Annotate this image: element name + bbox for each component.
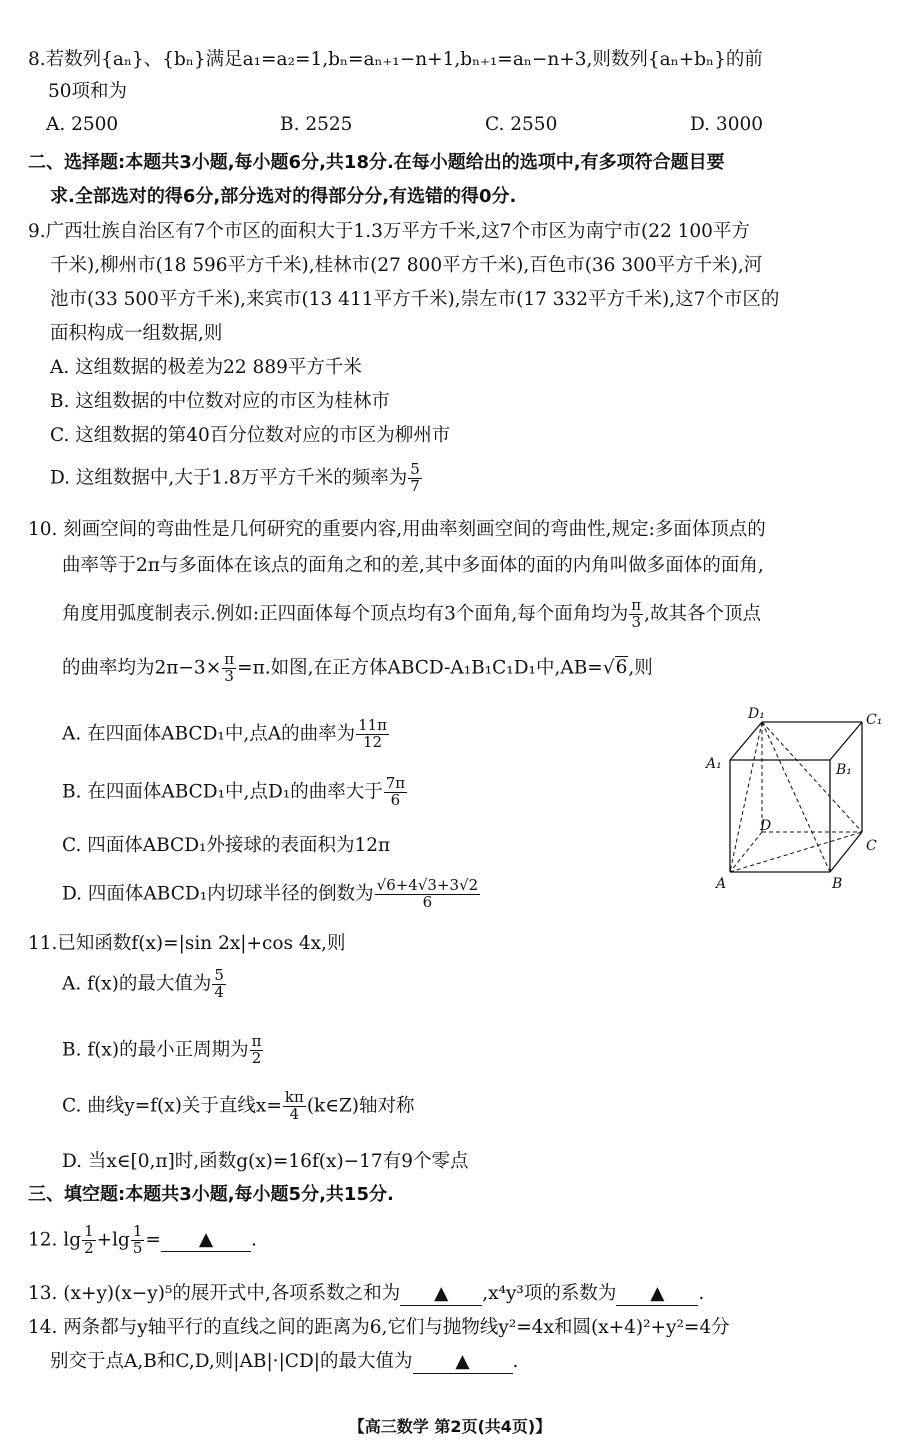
q9-line-3: 池市(33 500平方千米),来宾市(13 411平方千米),崇左市(17 332平方千米),这7个市区的 bbox=[50, 289, 780, 310]
q8-option-b: B. 2525 bbox=[280, 114, 353, 135]
q10-option-b-text: B. 在四面体ABCD₁中,点D₁的曲率大于 bbox=[62, 781, 383, 803]
q12-answer-blank[interactable]: ▲ bbox=[161, 1228, 251, 1252]
q8-option-d: D. 3000 bbox=[690, 114, 764, 135]
q9-option-b: B. 这组数据的中位数对应的市区为桂林市 bbox=[50, 391, 390, 412]
q10-line-3a: 角度用弧度制表示.例如:正四面体每个顶点均有3个面角,每个面角均为 bbox=[62, 603, 629, 625]
q14-answer-blank[interactable]: ▲ bbox=[413, 1350, 513, 1374]
q10-sqrt-6: 6 bbox=[615, 657, 628, 679]
label-b1: B₁ bbox=[836, 762, 852, 778]
q13-text-b: ,x⁴y³项的系数为 bbox=[482, 1283, 617, 1304]
page-footer: 【高三数学 第2页(共4页)】 bbox=[348, 1417, 552, 1436]
q13-period: . bbox=[698, 1283, 705, 1304]
q13-answer-blank-2[interactable]: ▲ bbox=[616, 1282, 698, 1306]
q8-option-a: A. 2500 bbox=[46, 114, 119, 135]
label-c1: C₁ bbox=[866, 712, 883, 728]
q12-fraction-2: $\frac{1}{5}$ bbox=[132, 1222, 143, 1257]
q10-line-3b: ,故其各个顶点 bbox=[644, 603, 762, 625]
q9-line-2: 千米),柳州市(18 596平方千米),桂林市(27 800平方千米),百色市(36 300平方千米),河 bbox=[50, 255, 763, 276]
q13-text-a: 13. (x+y)(x−y)⁵的展开式中,各项系数之和为 bbox=[28, 1283, 401, 1304]
q9-line-1: 9.广西壮族自治区有7个市区的面积大于1.3万平方千米,这7个市区为南宁市(22 100平方 bbox=[28, 221, 750, 242]
q9-line-4: 面积构成一组数据,则 bbox=[50, 323, 223, 344]
label-a: A bbox=[716, 876, 727, 892]
cube-figure bbox=[700, 700, 890, 900]
q9-option-d-text: D. 这组数据中,大于1.8万平方千米的频率为 bbox=[50, 467, 408, 489]
label-d1: D₁ bbox=[748, 706, 765, 722]
q11-option-c-fraction: $\frac{k\pi}{4}$ bbox=[284, 1088, 304, 1123]
q11-option-b-fraction: $\frac{\pi}{2}$ bbox=[251, 1032, 262, 1067]
q10-option-d-text: D. 四面体ABCD₁内切球半径的倒数为 bbox=[62, 883, 374, 905]
q9-option-c: C. 这组数据的第40百分位数对应的市区为柳州市 bbox=[50, 425, 451, 446]
q8-option-c: C. 2550 bbox=[485, 114, 558, 135]
q11-option-a-fraction: $\frac{5}{4}$ bbox=[214, 966, 224, 1001]
q10-option-c: C. 四面体ABCD₁外接球的表面积为12π bbox=[62, 835, 391, 856]
q9-option-d-fraction: $\frac{5}{7}$ bbox=[410, 460, 420, 495]
q11-option-b-text: B. f(x)的最小正周期为 bbox=[62, 1039, 249, 1061]
q12-lg-2: +lg bbox=[96, 1229, 130, 1251]
section-2-title: 二、选择题:本题共3小题,每小题6分,共18分.在每小题给出的选项中,有多项符合题目要 bbox=[28, 152, 725, 173]
q11-option-b bbox=[62, 1034, 264, 1067]
section-3-title: 三、填空题:本题共3小题,每小题5分,共15分. bbox=[28, 1184, 394, 1205]
q12-fraction-1: $\frac{1}{2}$ bbox=[84, 1222, 94, 1257]
q12-period: . bbox=[250, 1229, 257, 1251]
label-d: D bbox=[760, 818, 772, 834]
q12-equals: = bbox=[145, 1229, 161, 1251]
q11-option-c-text-a: C. 曲线y=f(x)关于直线x= bbox=[62, 1095, 282, 1117]
label-b: B bbox=[832, 876, 843, 892]
q12 bbox=[28, 1224, 257, 1257]
q8-stem: 8.若数列{aₙ}、{bₙ}满足a₁=a₂=1,bₙ=aₙ₊₁−n+1,bₙ₊₁=aₙ−n+3,则数列{aₙ+bₙ}的前 bbox=[28, 49, 763, 70]
section-2-desc: 求.全部选对的得6分,部分选对的得部分分,有选错的得0分. bbox=[50, 186, 517, 207]
q10-line-4c: ,则 bbox=[628, 657, 653, 679]
q11-option-c bbox=[62, 1090, 415, 1123]
q10-line-4a: 的曲率均为2π−3× bbox=[62, 657, 222, 679]
q10-option-b bbox=[62, 776, 408, 809]
q12-lg-1: 12. lg bbox=[28, 1229, 82, 1251]
q10-option-a bbox=[62, 718, 390, 751]
q9-option-d bbox=[50, 462, 423, 495]
q10-line-2: 曲率等于2π与多面体在该点的面角之和的差,其中多面体的面的内角叫做多面体的面角, bbox=[62, 555, 764, 576]
q11-option-c-text-b: (k∈Z)轴对称 bbox=[306, 1095, 415, 1117]
q11-option-d: D. 当x∈[0,π]时,函数g(x)=16f(x)−17有9个零点 bbox=[62, 1151, 469, 1172]
q8-stem-cont: 50项和为 bbox=[48, 81, 128, 102]
q10-line-1: 10. 刻画空间的弯曲性是几何研究的重要内容,用曲率刻画空间的弯曲性,规定:多面体顶点的 bbox=[28, 519, 766, 540]
q10-option-a-text: A. 在四面体ABCD₁中,点A的曲率为 bbox=[62, 723, 356, 745]
q10-option-d-fraction: $\frac{√6+4√3+3√2}{6}$ bbox=[376, 876, 479, 911]
q10-line-3-fraction: $\frac{\pi}{3}$ bbox=[631, 596, 642, 631]
q9-option-a: A. 这组数据的极差为22 889平方千米 bbox=[50, 357, 362, 378]
q14-line-1: 14. 两条都与y轴平行的直线之间的距离为6,它们与抛物线y²=4x和圆(x+4)²+y²=4分 bbox=[28, 1317, 730, 1338]
q13-answer-blank-1[interactable]: ▲ bbox=[400, 1282, 482, 1306]
q11-option-a-text: A. f(x)的最大值为 bbox=[62, 973, 212, 995]
q10-option-b-fraction: $\frac{7\pi}{6}$ bbox=[385, 774, 406, 809]
q10-line-3 bbox=[62, 598, 761, 631]
q10-option-d bbox=[62, 878, 481, 911]
q14-period: . bbox=[512, 1351, 519, 1372]
q10-line-4-fraction: $\frac{\pi}{3}$ bbox=[224, 650, 235, 685]
q10-line-4b: =π.如图,在正方体ABCD-A₁B₁C₁D₁中,AB= bbox=[237, 657, 603, 679]
q10-option-a-fraction: $\frac{11\pi}{12}$ bbox=[358, 716, 388, 751]
q10-line-4: 的曲率均为2π−3× $\frac{\pi}{3}$ =π.如图,在正方体ABCD-A₁B₁C₁D₁中,AB=√6,则 bbox=[62, 650, 653, 685]
q11-option-a bbox=[62, 968, 227, 1001]
label-a1: A₁ bbox=[706, 756, 722, 772]
label-c: C bbox=[866, 838, 877, 854]
q14-text-a: 别交于点A,B和C,D,则|AB|·|CD|的最大值为 bbox=[50, 1351, 413, 1372]
q14-line-2 bbox=[50, 1350, 518, 1374]
q11-stem: 11.已知函数f(x)=|sin 2x|+cos 4x,则 bbox=[28, 933, 346, 954]
q13 bbox=[28, 1282, 704, 1306]
